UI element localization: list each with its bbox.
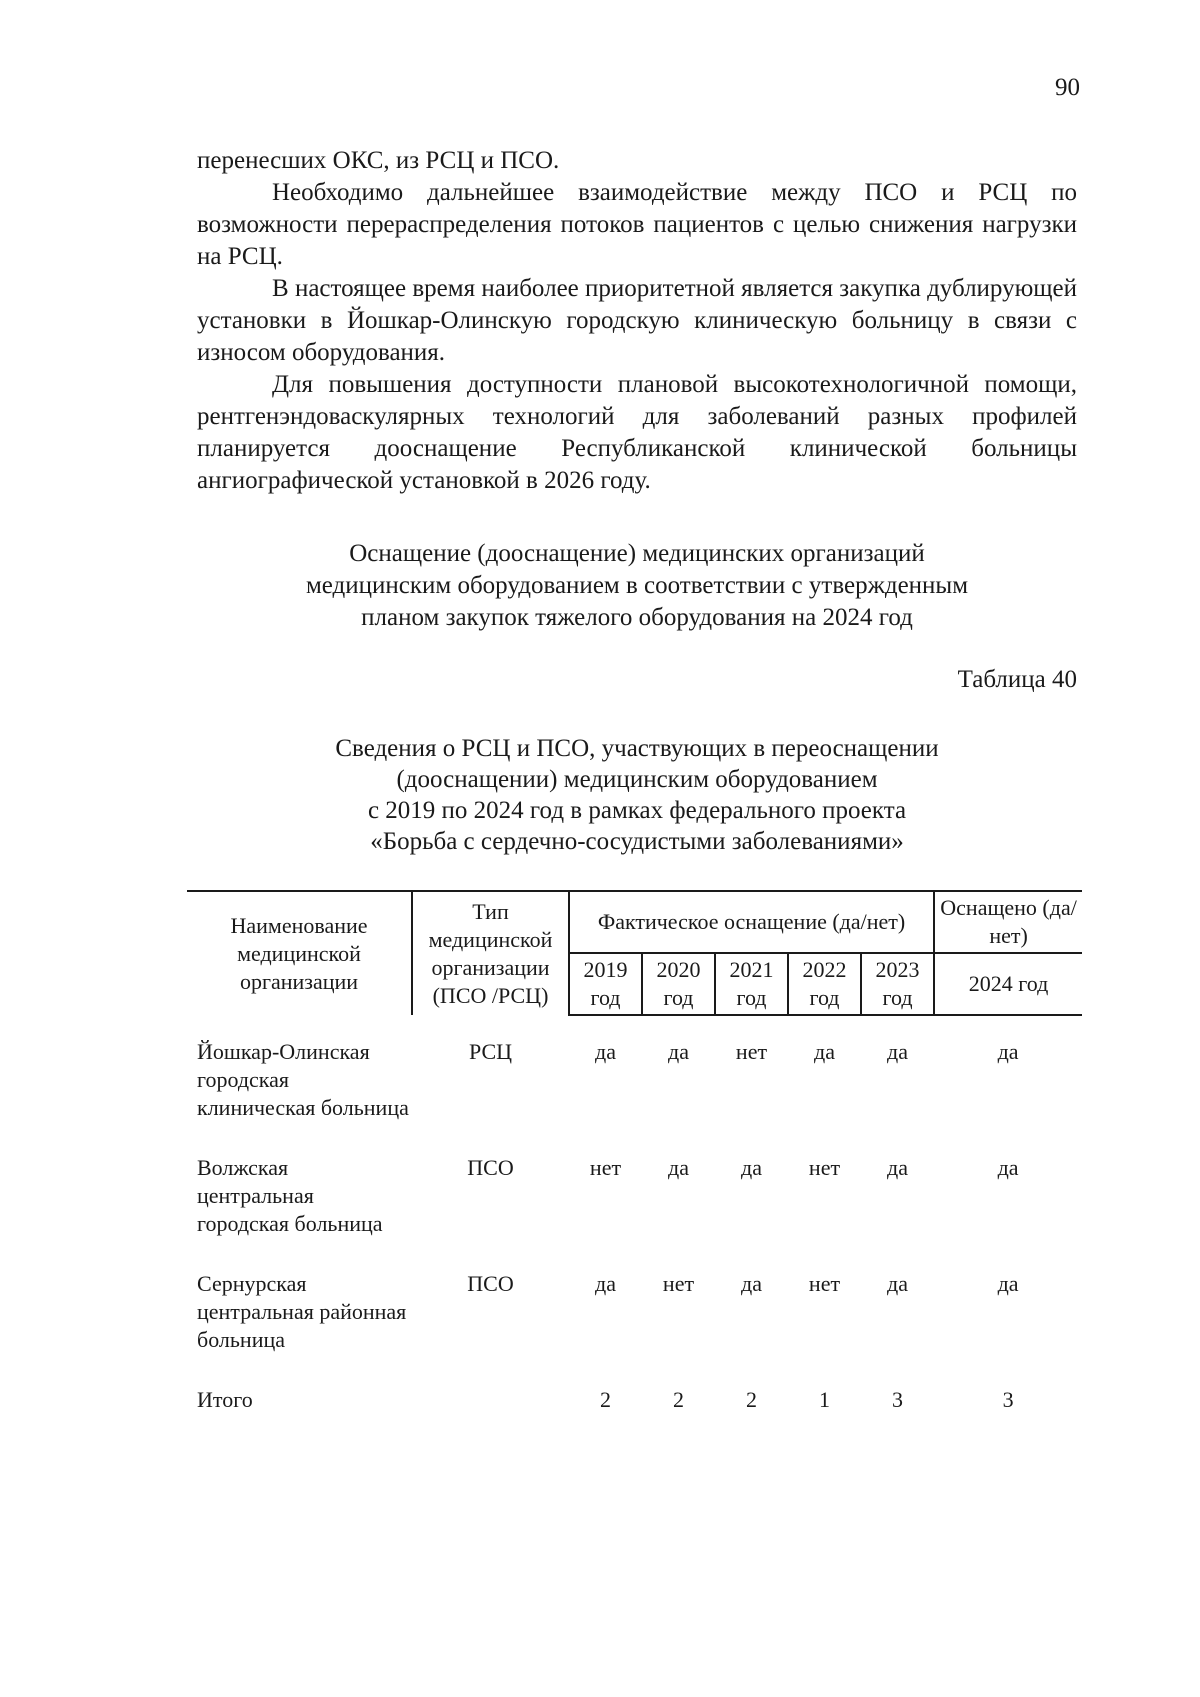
header-year: 2023 год (861, 953, 934, 1015)
header-year: 2019 год (569, 953, 642, 1015)
total-value: 2 (600, 1387, 611, 1412)
page-number: 90 (1055, 74, 1080, 101)
total-value: 2 (673, 1387, 684, 1412)
header-year-2024: 2024 год (934, 953, 1082, 1015)
section-title (197, 538, 1077, 634)
value-cell: да (668, 1039, 689, 1064)
header-org-type: Тип медицинской организации (ПСО /РСЦ) (412, 891, 569, 1015)
table-row (187, 1270, 1082, 1386)
section-title-line: Оснащение (дооснащение) медицинских организаций (349, 540, 925, 567)
header-year: 2022 год (788, 953, 861, 1015)
paragraph: В настоящее время наиболее приоритетной является закупка дублирующей установки в Йошкар-Олинскую городскую клиническую больницу в связи с износом оборудования. (197, 275, 1077, 366)
org-type-cell: ПСО (467, 1155, 514, 1180)
body-text (197, 145, 1077, 497)
header-actual-equipment: Фактическое оснащение (да/нет) (569, 891, 934, 953)
paragraph: перенесших ОКС, из РСЦ и ПСО. (197, 147, 560, 174)
header-year: 2020 год (642, 953, 715, 1015)
org-name-cell: Волжская центральная городская больница (197, 1155, 383, 1236)
equipment-table (187, 890, 1082, 1414)
table-label: Таблица 40 (957, 666, 1077, 693)
empty-cell (412, 1386, 569, 1414)
value-cell: нет (662, 1271, 695, 1296)
value-cell: нет (808, 1155, 841, 1180)
value-cell: да (997, 1039, 1019, 1064)
header-year: 2021 год (715, 953, 788, 1015)
value-cell: нет (589, 1155, 622, 1180)
section-title-line: медицинским оборудованием в соответствии с утвержденным (305, 572, 969, 599)
total-label: Итого (197, 1387, 253, 1412)
value-cell: да (997, 1155, 1019, 1180)
caption-line: (дооснащении) медицинским оборудованием (396, 766, 878, 793)
value-cell: да (887, 1155, 909, 1180)
value-cell: нет (808, 1271, 841, 1296)
value-cell: да (887, 1271, 909, 1296)
section-title-line: планом закупок тяжелого оборудования на 2024 год (361, 604, 913, 631)
total-value: 1 (819, 1387, 830, 1412)
paragraph: Необходимо дальнейшее взаимодействие между ПСО и РСЦ по возможности перераспределения потоков пациентов с целью снижения нагрузки на РСЦ. (197, 179, 1077, 270)
total-value: 3 (1002, 1387, 1014, 1412)
caption-line: Сведения о РСЦ и ПСО, участвующих в переоснащении (335, 735, 939, 762)
paragraph: Для повышения доступности плановой высокотехнологичной помощи, рентгенэндоваскулярных технологий для заболеваний разных профилей планируется дооснащение Республиканской клинической больницы ангиографической установкой в 2026 году. (197, 371, 1077, 494)
value-cell: да (595, 1271, 616, 1296)
total-value: 2 (746, 1387, 757, 1412)
table-row (187, 1154, 1082, 1270)
value-cell: да (668, 1155, 689, 1180)
total-value: 3 (892, 1387, 904, 1412)
header-org-name: Наименование медицинской организации (187, 891, 412, 1015)
table-caption (197, 733, 1077, 857)
value-cell: да (814, 1039, 835, 1064)
org-name-cell: Сернурская центральная районная больница (197, 1271, 407, 1352)
org-name-cell: Йошкар-Олинская городская клиническая больница (197, 1039, 409, 1120)
value-cell: да (595, 1039, 616, 1064)
caption-line: «Борьба с сердечно-сосудистыми заболеваниями» (370, 828, 904, 855)
value-cell: да (887, 1039, 909, 1064)
header-equipped: Оснащено (да/нет) (934, 891, 1082, 953)
value-cell: да (741, 1271, 762, 1296)
caption-line: с 2019 по 2024 год в рамках федерального проекта (367, 797, 907, 824)
total-row (187, 1386, 1082, 1414)
value-cell: да (997, 1271, 1019, 1296)
table-row (187, 1038, 1082, 1154)
org-type-cell: ПСО (467, 1271, 514, 1296)
value-cell: нет (735, 1039, 768, 1064)
value-cell: да (741, 1155, 762, 1180)
org-type-cell: РСЦ (468, 1039, 513, 1064)
